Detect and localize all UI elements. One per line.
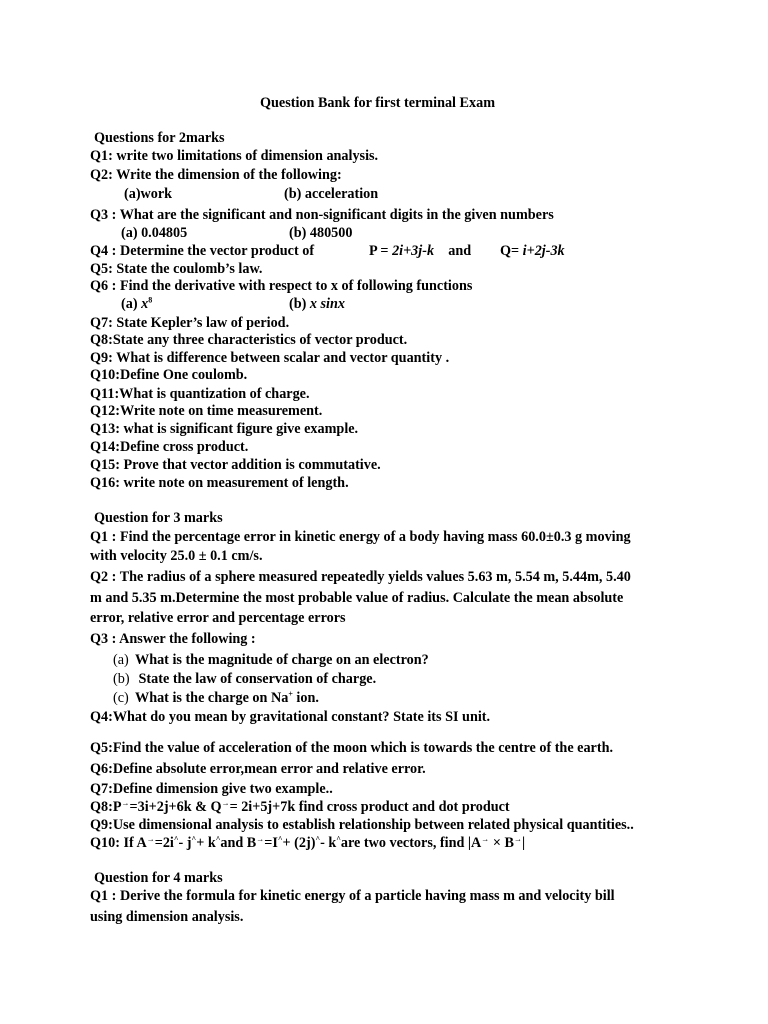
question-2m-15: Q15: Prove that vector addition is commutative. <box>90 457 381 473</box>
question-2m-7: Q7: State Kepler’s law of period. <box>90 315 290 331</box>
section-heading-3marks: Question for 3 marks <box>94 510 223 526</box>
question-2m-13: Q13: what is significant figure give example. <box>90 421 359 437</box>
question-2m-5: Q5: State the coulomb’s law. <box>90 261 263 277</box>
question-3m-3-b: (b) State the law of conservation of charge. <box>113 671 377 687</box>
question-2m-8: Q8:State any three characteristics of vector product. <box>90 332 408 348</box>
question-3m-10: Q10: If A→=2i^- j^+ k^and B→=I^+ (2j)^- k^are two vectors, find |A→ × B→| <box>90 834 526 851</box>
question-4m-1-line1: Q1 : Derive the formula for kinetic energy of a particle having mass m and velocity bill <box>90 888 615 904</box>
page-title: Question Bank for first terminal Exam <box>260 95 496 111</box>
section-heading-2marks: Questions for 2marks <box>94 130 225 146</box>
question-2m-3: Q3 : What are the significant and non-significant digits in the given numbers <box>90 207 554 223</box>
question-4m-1-line2: using dimension analysis. <box>90 909 244 925</box>
option-b: (b) acceleration <box>284 186 379 202</box>
question-3m-3: Q3 : Answer the following : <box>90 631 256 647</box>
question-2m-3-options <box>121 225 353 241</box>
question-3m-6: Q6:Define absolute error,mean error and relative error. <box>90 761 426 777</box>
question-3m-8: Q8:P→=3i+2j+6k & Q→= 2i+5j+7k find cross product and dot product <box>90 798 510 815</box>
vector-p: P = 2i+3j-k and <box>369 243 472 259</box>
question-3m-3-a: (a) What is the magnitude of charge on an electron? <box>113 652 429 668</box>
question-3m-2-line2: m and 5.35 m.Determine the most probable value of radius. Calculate the mean absolute <box>90 590 624 606</box>
question-2m-6-options <box>121 295 345 312</box>
question-3m-5: Q5:Find the value of acceleration of the moon which is towards the centre of the earth. <box>90 740 614 756</box>
question-2m-11: Q11:What is quantization of charge. <box>90 386 310 402</box>
question-3m-2-line3: error, relative error and percentage errors <box>90 610 346 626</box>
question-2m-4: Q4 : Determine the vector product of P = 2i+3j-k and Q= i+2j-3k <box>90 243 565 259</box>
question-2m-6: Q6 : Find the derivative with respect to x of following functions <box>90 278 473 294</box>
option-a: (a) $x^8$ <box>121 295 153 312</box>
question-2m-9: Q9: What is difference between scalar and vector quantity . <box>90 350 450 366</box>
section-heading-4marks: Question for 4 marks <box>94 870 223 886</box>
question-2m-10: Q10:Define One coulomb. <box>90 367 248 383</box>
question-3m-1-line1: Q1 : Find the percentage error in kinetic energy of a body having mass 60.0±0.3 g moving <box>90 529 631 545</box>
option-b: (b) x sinx <box>289 296 345 312</box>
vector-q: Q= i+2j-3k <box>500 243 565 259</box>
question-3m-2-line1: Q2 : The radius of a sphere measured repeatedly yields values 5.63 m, 5.54 m, 5.44m, 5.40 <box>90 569 631 585</box>
question-3m-9: Q9:Use dimensional analysis to establish relationship between related physical quantities.. <box>90 817 634 833</box>
option-b: (b) 480500 <box>289 225 353 241</box>
question-3m-1-line2: with velocity 25.0 ± 0.1 cm/s. <box>90 548 263 564</box>
question-2m-1: Q1: write two limitations of dimension analysis. <box>90 148 379 164</box>
question-3m-3-c: (c) What is the charge on Na+ ion. <box>113 689 319 706</box>
question-2m-2-options <box>124 186 379 202</box>
question-2m-2: Q2: Write the dimension of the following: <box>90 167 342 183</box>
question-2m-12: Q12:Write note on time measurement. <box>90 403 323 419</box>
question-3m-4: Q4:What do you mean by gravitational constant? State its SI unit. <box>90 709 491 725</box>
question-2m-16: Q16: write note on measurement of length. <box>90 475 349 491</box>
option-a: (a)work <box>124 186 173 202</box>
question-3m-7: Q7:Define dimension give two example.. <box>90 781 333 797</box>
option-a: (a) 0.04805 <box>121 225 188 241</box>
question-2m-14: Q14:Define cross product. <box>90 439 249 455</box>
